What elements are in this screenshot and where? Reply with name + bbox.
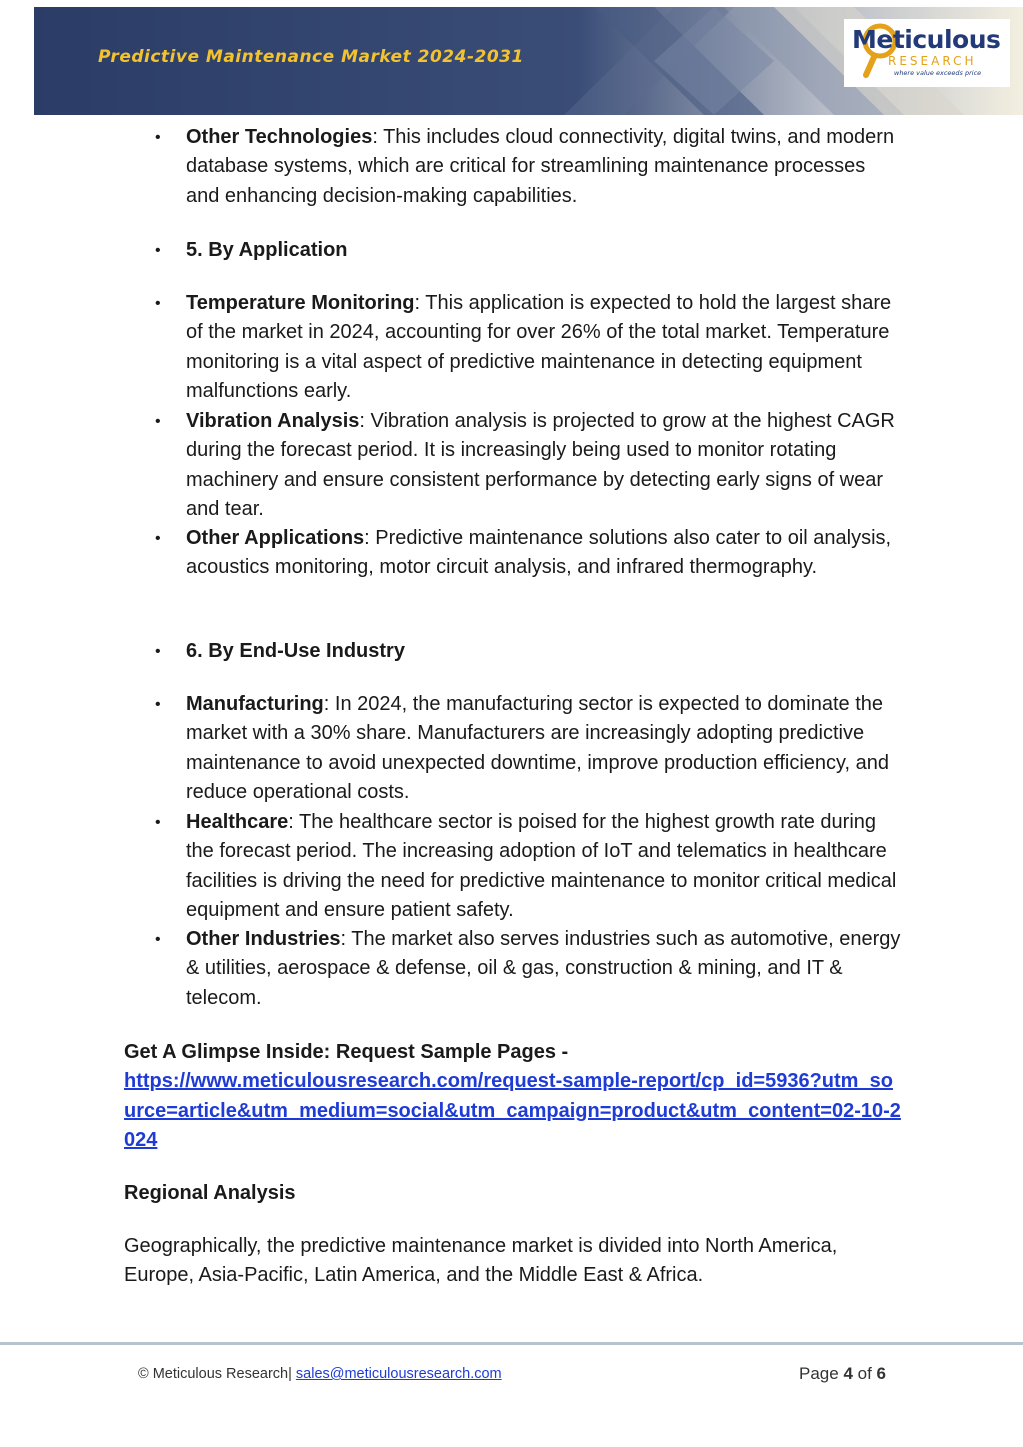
page-header-banner [34,7,1023,115]
list-item: • Vibration Analysis: Vibration analysis is projected to grow at the highest CAGR during the forecast period. It is increasingly being used to monitor rotating machinery and ensure consistent performance by detecting early signs of wear and tear. [186,407,901,525]
logo-wordmark: Meticulous [852,25,1001,54]
logo-tagline: where value exceeds price [894,69,982,77]
logo-subtitle: RESEARCH [888,54,977,68]
sample-request-link[interactable]: https://www.meticulousresearch.com/request-sample-report/cp_id=5936?utm_source=article&utm_medium=social&utm_campaign=product&utm_content=02-10-2024 [124,1070,901,1152]
sample-request-paragraph [124,1038,904,1156]
footer-email-link[interactable]: sales@meticulousresearch.com [295,1366,502,1382]
list-item: • Temperature Monitoring: This application is expected to hold the largest share of the market in 2024, accounting for over 26% of the total market. Temperature monitoring is a vital aspect of predictive maintenance in detecting equipment malfunctions early. [186,289,901,407]
list-item: • Manufacturing: In 2024, the manufacturing sector is expected to dominate the market with a 30% share. Manufacturers are increasingly adopting predictive maintenance to avoid unexpected downtime, improve production efficiency, and reduce operational costs. [186,690,901,808]
list-item: • 6. By End-Use Industry [186,637,901,666]
header-title: Predictive Maintenance Market 2024-2031 [98,47,524,67]
footer-copyright: © Meticulous Research| sales@meticulousresearch.com [138,1366,502,1382]
list-item: • Other Industries: The market also serves industries such as automotive, energy & utilities, aerospace & defense, oil & gas, construction & mining, and IT & telecom. [186,925,901,1013]
list-item: • Other Applications: Predictive maintenance solutions also cater to oil analysis, acoustics monitoring, motor circuit analysis, and infrared thermography. [186,524,901,583]
list-item: • Other Technologies: This includes cloud connectivity, digital twins, and modern database systems, which are critical for streamlining maintenance processes and enhancing decision-making capabilities. [186,123,901,211]
regional-analysis-text: Geographically, the predictive maintenance market is divided into North America, Europe, Asia-Pacific, Latin America, and the Middle East & Africa. [124,1235,838,1287]
footer-divider [0,1342,1023,1345]
list-item: • Healthcare: The healthcare sector is poised for the highest growth rate during the forecast period. The increasing adoption of IoT and telematics in healthcare facilities is driving the need for predictive maintenance to monitor critical medical equipment and ensure patient safety. [186,808,901,926]
list-item: • 5. By Application [186,236,901,265]
section-heading: Regional Analysis [124,1182,296,1204]
sample-request-lead: Get A Glimpse Inside: Request Sample Pages - [124,1041,569,1063]
company-logo [844,19,1010,87]
page-number: Page 4 of 6 [799,1364,886,1383]
